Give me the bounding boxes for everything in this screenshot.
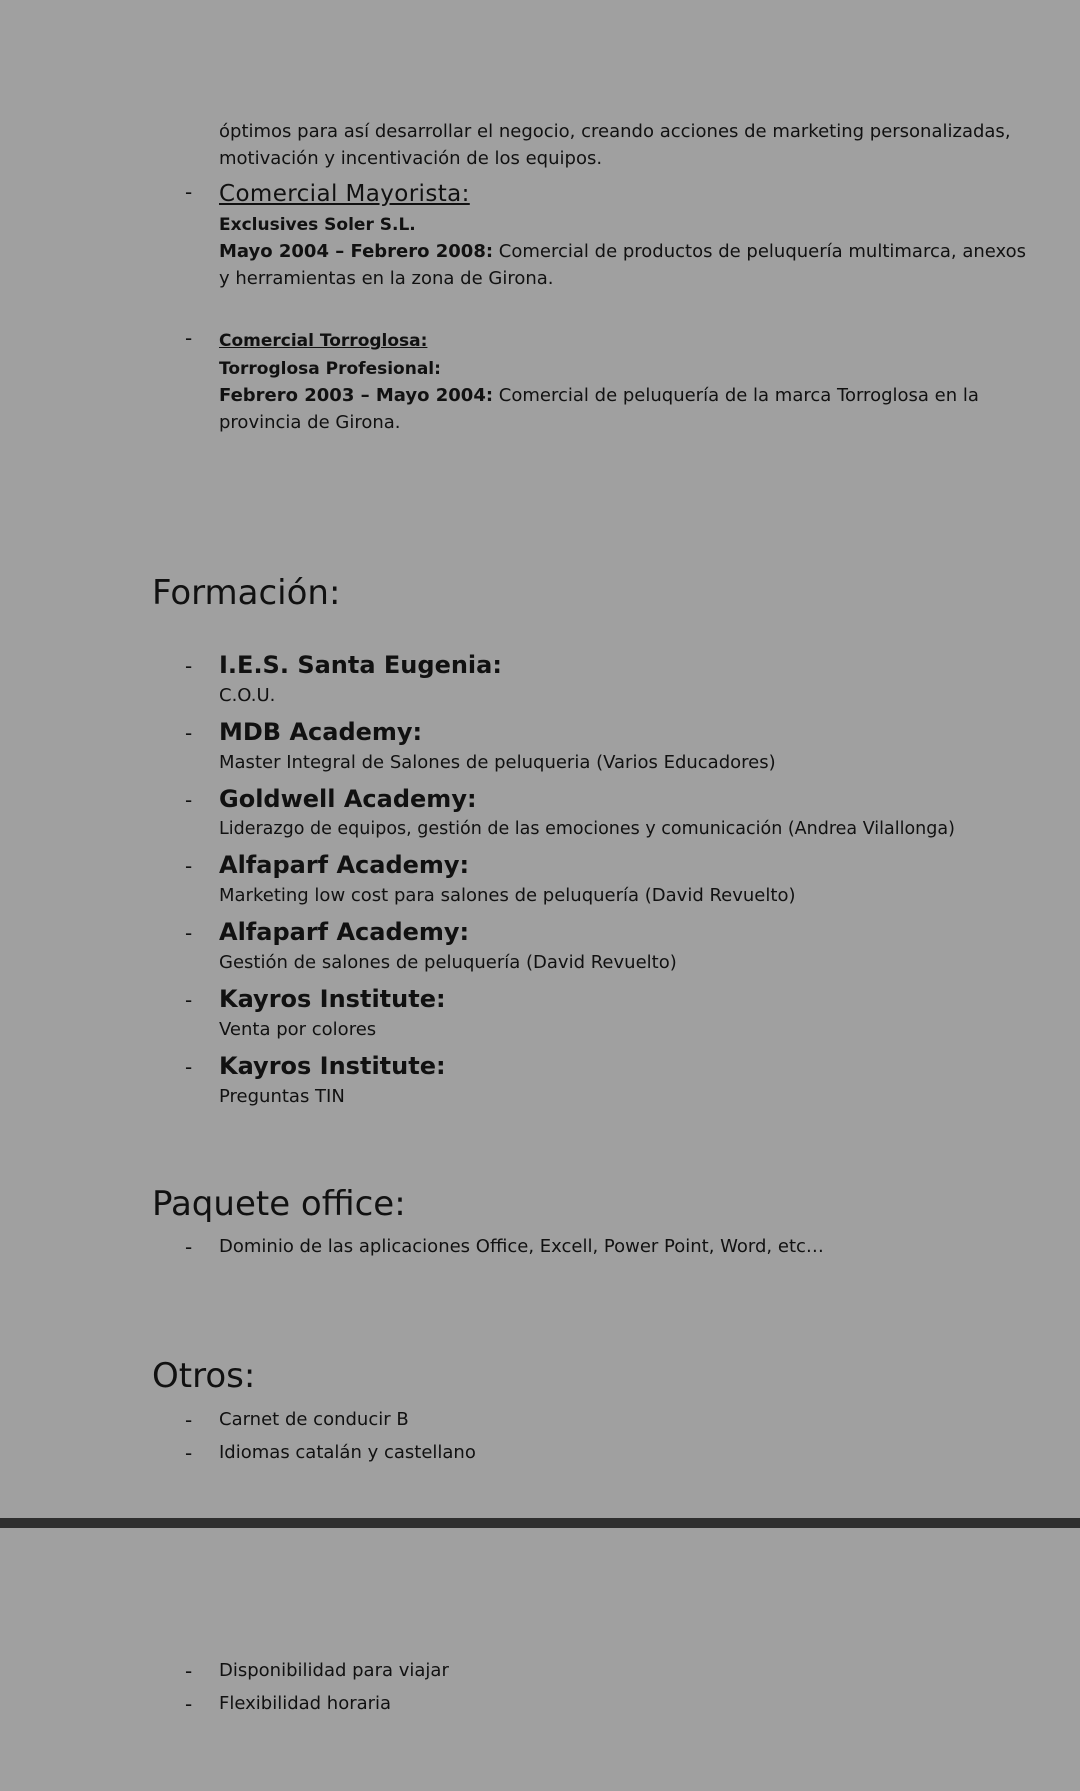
- job-1-description-line-1: [219, 238, 1026, 265]
- education-item-2-description: Master Integral de Salones de peluqueria (Varios Educadores): [219, 752, 776, 773]
- job-1-title: Comercial Mayorista:: [219, 181, 470, 207]
- education-section-title: Formación:: [152, 573, 341, 613]
- education-item-2-title: MDB Academy:: [219, 718, 423, 746]
- page2-item-1-text: Disponibilidad para viajar: [219, 1660, 449, 1681]
- others-item-1-text: Carnet de conducir B: [219, 1409, 409, 1430]
- job-1-period: Mayo 2004 – Febrero 2008:: [219, 241, 494, 262]
- education-item-1-description: C.O.U.: [219, 685, 276, 706]
- others-item-2-bullet: -: [185, 1441, 193, 1465]
- job-2-description: Comercial de peluquería de la marca Torroglosa en la: [498, 385, 979, 406]
- office-item-bullet: -: [185, 1235, 193, 1259]
- document-page-2: [0, 1528, 1080, 1791]
- education-item-4-title: Alfaparf Academy:: [219, 851, 470, 879]
- page2-item-2-text: Flexibilidad horaria: [219, 1693, 392, 1714]
- job-2-description-line-1: [219, 382, 979, 409]
- job-2-title: Comercial Torroglosa:: [219, 331, 428, 351]
- job-1-company: Exclusives Soler S.L.: [219, 215, 416, 235]
- job-2-description-line-2: provincia de Girona.: [219, 412, 401, 433]
- education-item-3-description: Liderazgo de equipos, gestión de las emociones y comunicación (Andrea Vilallonga): [219, 819, 955, 839]
- education-item-4-description: Marketing low cost para salones de peluquería (David Revuelto): [219, 885, 796, 906]
- office-section-title: Paquete office:: [152, 1184, 406, 1224]
- education-item-4-bullet: -: [185, 854, 193, 878]
- education-item-6-title: Kayros Institute:: [219, 985, 446, 1013]
- others-section-title: Otros:: [152, 1356, 256, 1396]
- education-item-6-bullet: -: [185, 988, 193, 1012]
- education-item-5-title: Alfaparf Academy:: [219, 918, 470, 946]
- education-item-7-description: Preguntas TIN: [219, 1086, 345, 1107]
- education-item-5-bullet: -: [185, 921, 193, 945]
- office-item-text: Dominio de las aplicaciones Office, Excell, Power Point, Word, etc…: [219, 1236, 824, 1257]
- education-item-7-title: Kayros Institute:: [219, 1052, 446, 1080]
- job-1-description: Comercial de productos de peluquería multimarca, anexos: [498, 241, 1027, 262]
- education-item-3-bullet: -: [185, 788, 193, 812]
- education-item-6-description: Venta por colores: [219, 1019, 377, 1040]
- page2-item-1-bullet: -: [185, 1659, 193, 1683]
- job-2-period: Febrero 2003 – Mayo 2004:: [219, 385, 494, 406]
- job-1-bullet: -: [185, 180, 193, 204]
- experience-intro-line-1: óptimos para así desarrollar el negocio, creando acciones de marketing personalizadas,: [219, 121, 1011, 142]
- experience-intro-line-2: motivación y incentivación de los equipos.: [219, 148, 603, 169]
- job-2-company: Torroglosa Profesional:: [219, 359, 441, 379]
- education-item-3-title: Goldwell Academy:: [219, 785, 477, 813]
- education-item-1-title: I.E.S. Santa Eugenia:: [219, 651, 502, 679]
- page-separator: [0, 1518, 1080, 1528]
- job-2-bullet: -: [185, 326, 193, 350]
- others-item-2-text: Idiomas catalán y castellano: [219, 1442, 476, 1463]
- education-item-7-bullet: -: [185, 1055, 193, 1079]
- others-item-1-bullet: -: [185, 1408, 193, 1432]
- education-item-2-bullet: -: [185, 721, 193, 745]
- page2-item-2-bullet: -: [185, 1692, 193, 1716]
- education-item-5-description: Gestión de salones de peluquería (David Revuelto): [219, 952, 677, 973]
- education-item-1-bullet: -: [185, 654, 193, 678]
- job-1-description-line-2: y herramientas en la zona de Girona.: [219, 268, 554, 289]
